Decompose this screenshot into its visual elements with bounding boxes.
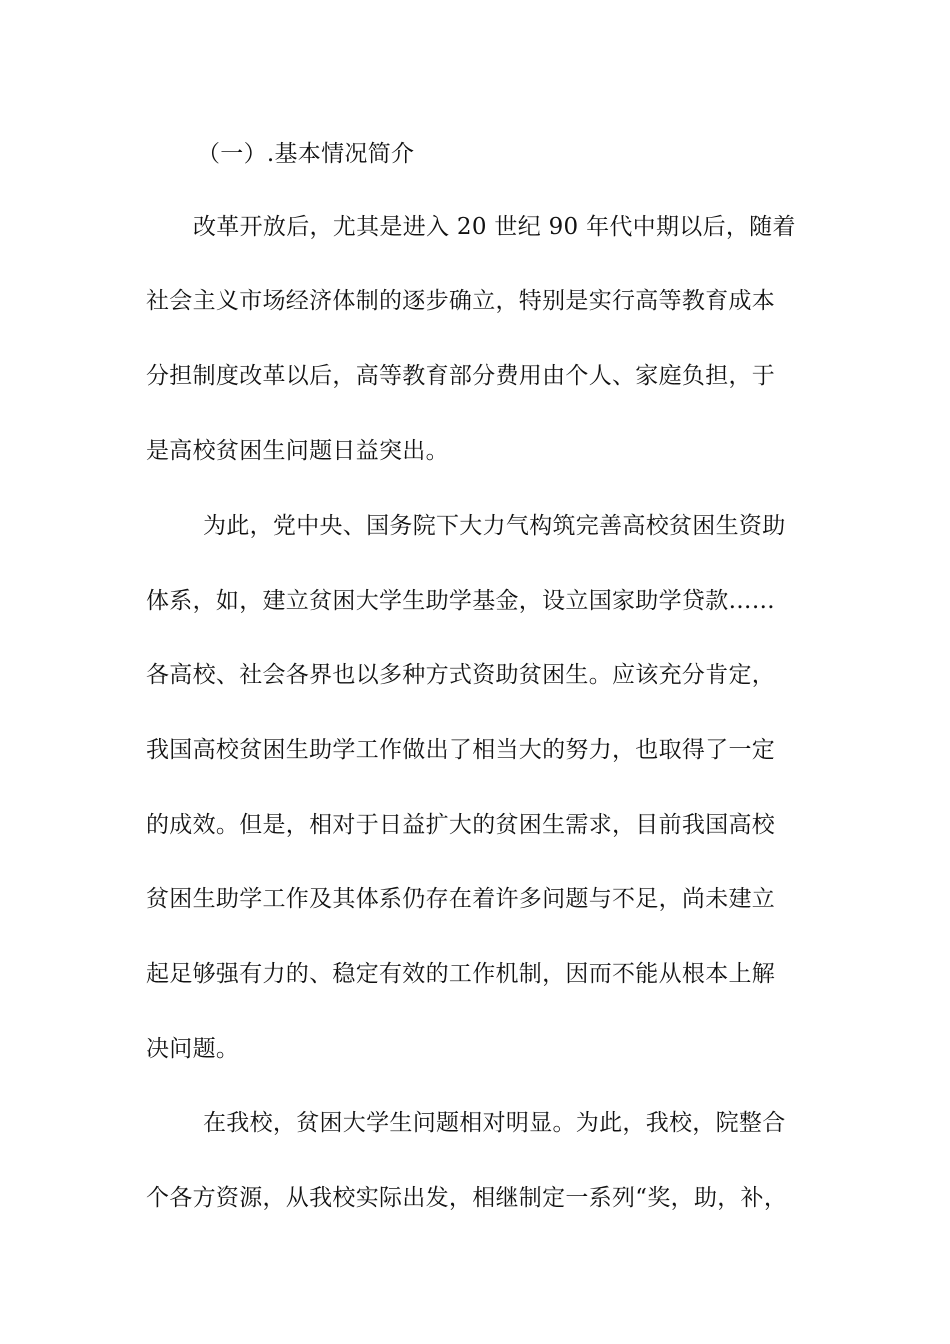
paragraph-line: 为此，党中央、国务院下大力气构筑完善高校贫困生资助 xyxy=(203,513,786,539)
paragraph-line: 我国高校贫困生助学工作做出了相当大的努力，也取得了一定 xyxy=(146,737,776,763)
paragraph-line: 是高校贫困生问题日益突出。 xyxy=(146,438,449,464)
section-heading: （一）.基本情况简介 xyxy=(197,141,415,167)
paragraph-line: 改革开放后，尤其是进入 20 世纪 90 年代中期以后，随着 xyxy=(193,214,796,240)
paragraph-line: 个各方资源，从我校实际出发，相继制定一系列“奖，助，补， xyxy=(146,1185,788,1211)
paragraph-line: 贫困生助学工作及其体系仍存在着许多问题与不足，尚未建立 xyxy=(146,886,776,912)
paragraph-line: 的成效。但是，相对于日益扩大的贫困生需求，目前我国高校 xyxy=(146,812,776,838)
paragraph-line: 在我校，贫困大学生问题相对明显。为此，我校，院整合 xyxy=(203,1110,786,1136)
paragraph-line: 起足够强有力的、稳定有效的工作机制，因而不能从根本上解 xyxy=(146,961,776,987)
paragraph-line: 各高校、社会各界也以多种方式资助贫困生。应该充分肯定， xyxy=(146,662,776,688)
paragraph-line: 体系，如，建立贫困大学生助学基金，设立国家助学贷款…… xyxy=(146,588,776,614)
paragraph-line: 社会主义市场经济体制的逐步确立，特别是实行高等教育成本 xyxy=(146,288,776,314)
paragraph-line: 决问题。 xyxy=(146,1036,240,1062)
paragraph-line: 分担制度改革以后，高等教育部分费用由个人、家庭负担，于 xyxy=(146,363,776,389)
